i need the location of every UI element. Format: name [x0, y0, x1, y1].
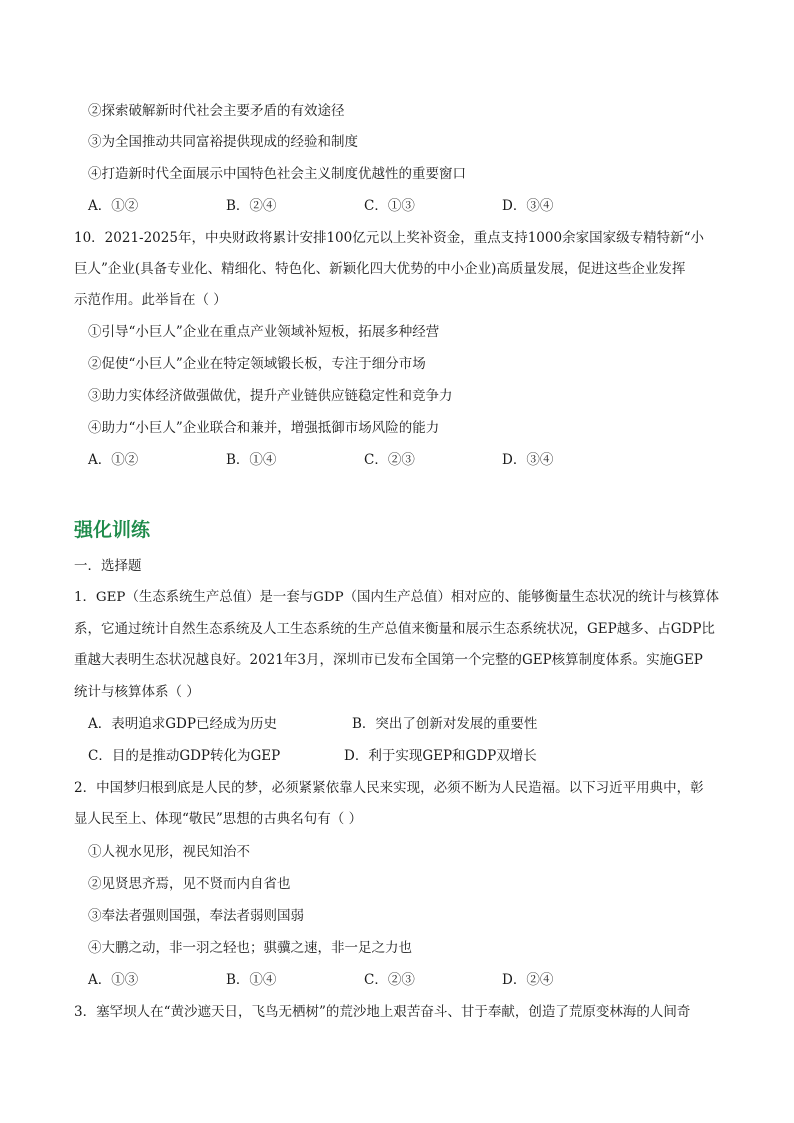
question-item: ②探索破解新时代社会主要矛盾的有效途径	[88, 103, 345, 119]
question-item: ①人视水见形，视民知治不	[88, 844, 250, 860]
answer-options	[88, 746, 720, 766]
question-1-text: 系，它通过统计自然生态系统及人工生态系统的生产总值来衡量和展示生态系统状况，GEP越多、占GDP比	[74, 621, 715, 637]
question-item: ④大鹏之动，非一羽之轻也；骐骥之速，非一足之力也	[88, 940, 412, 956]
question-3-text: 3．塞罕坝人在“黄沙遮天日，飞鸟无栖树”的荒沙地上艰苦奋斗、甘于奉献，创造了荒原变林海的人间奇	[74, 1004, 691, 1020]
option-a[interactable]: A．①③	[88, 972, 139, 988]
option-b[interactable]: B．突出了创新对发展的重要性	[352, 716, 538, 732]
question-item: ②促使“小巨人”企业在特定领域锻长板，专注于细分市场	[88, 356, 426, 372]
option-b[interactable]: B．①④	[226, 972, 277, 988]
option-d[interactable]: D．③④	[502, 198, 554, 214]
option-a[interactable]: A．①②	[88, 452, 139, 468]
question-item: ④打造新时代全面展示中国特色社会主义制度优越性的重要窗口	[88, 166, 466, 182]
section-title: 强化训练	[74, 519, 151, 541]
option-a[interactable]: A．表明追求GDP已经成为历史	[88, 716, 277, 732]
option-c[interactable]: C．目的是推动GDP转化为GEP	[88, 748, 281, 764]
answer-options	[88, 196, 720, 216]
option-b[interactable]: B．②④	[226, 198, 277, 214]
question-2-text: 显人民至上、体现“敬民”思想的古典名句有（ ）	[74, 811, 363, 827]
option-c[interactable]: C．②③	[364, 972, 415, 988]
answer-options	[88, 450, 720, 470]
question-1-text: 统计与核算体系（ ）	[74, 684, 200, 700]
option-c[interactable]: C．②③	[364, 452, 415, 468]
question-item: ③奉法者强则国强，奉法者弱则国弱	[88, 908, 304, 924]
question-10-text: 10．2021-2025年，中央财政将累计安排100亿元以上奖补资金，重点支持1000余家国家级专精特新“小	[74, 230, 704, 246]
question-item: ③助力实体经济做强做优，提升产业链供应链稳定性和竞争力	[88, 388, 453, 404]
option-a[interactable]: A．①②	[88, 198, 139, 214]
question-item: ①引导“小巨人”企业在重点产业领域补短板，拓展多种经营	[88, 324, 440, 340]
question-2-text: 2．中国梦归根到底是人民的梦，必须紧紧依靠人民来实现，必须不断为人民造福。以下习近平用典中，彰	[74, 780, 704, 796]
question-1-text: 重越大表明生态状况越良好。2021年3月，深圳市已发布全国第一个完整的GEP核算制度体系。实施GEP	[74, 652, 703, 668]
option-d[interactable]: D．③④	[502, 452, 554, 468]
question-1-text: 1．GEP（生态系统生产总值）是一套与GDP（国内生产总值）相对应的、能够衡量生态状况的统计与核算体	[74, 590, 719, 605]
question-item: ②见贤思齐焉，见不贤而内自省也	[88, 876, 291, 892]
answer-options	[88, 970, 720, 990]
question-item: ④助力“小巨人”企业联合和兼并，增强抵御市场风险的能力	[88, 420, 440, 436]
question-10-text: 示范作用。此举旨在（ ）	[74, 292, 227, 308]
option-d[interactable]: D．②④	[502, 972, 554, 988]
option-b[interactable]: B．①④	[226, 452, 277, 468]
question-item: ③为全国推动共同富裕提供现成的经验和制度	[88, 134, 358, 150]
option-c[interactable]: C．①③	[364, 198, 415, 214]
question-10-text: 巨人”企业(具备专业化、精细化、特色化、新颖化四大优势的中小企业)高质量发展，促进这些企业发挥	[74, 261, 686, 277]
section-subtitle: 一．选择题	[74, 558, 142, 574]
answer-options	[88, 714, 720, 734]
option-d[interactable]: D．利于实现GEP和GDP双增长	[344, 748, 537, 764]
